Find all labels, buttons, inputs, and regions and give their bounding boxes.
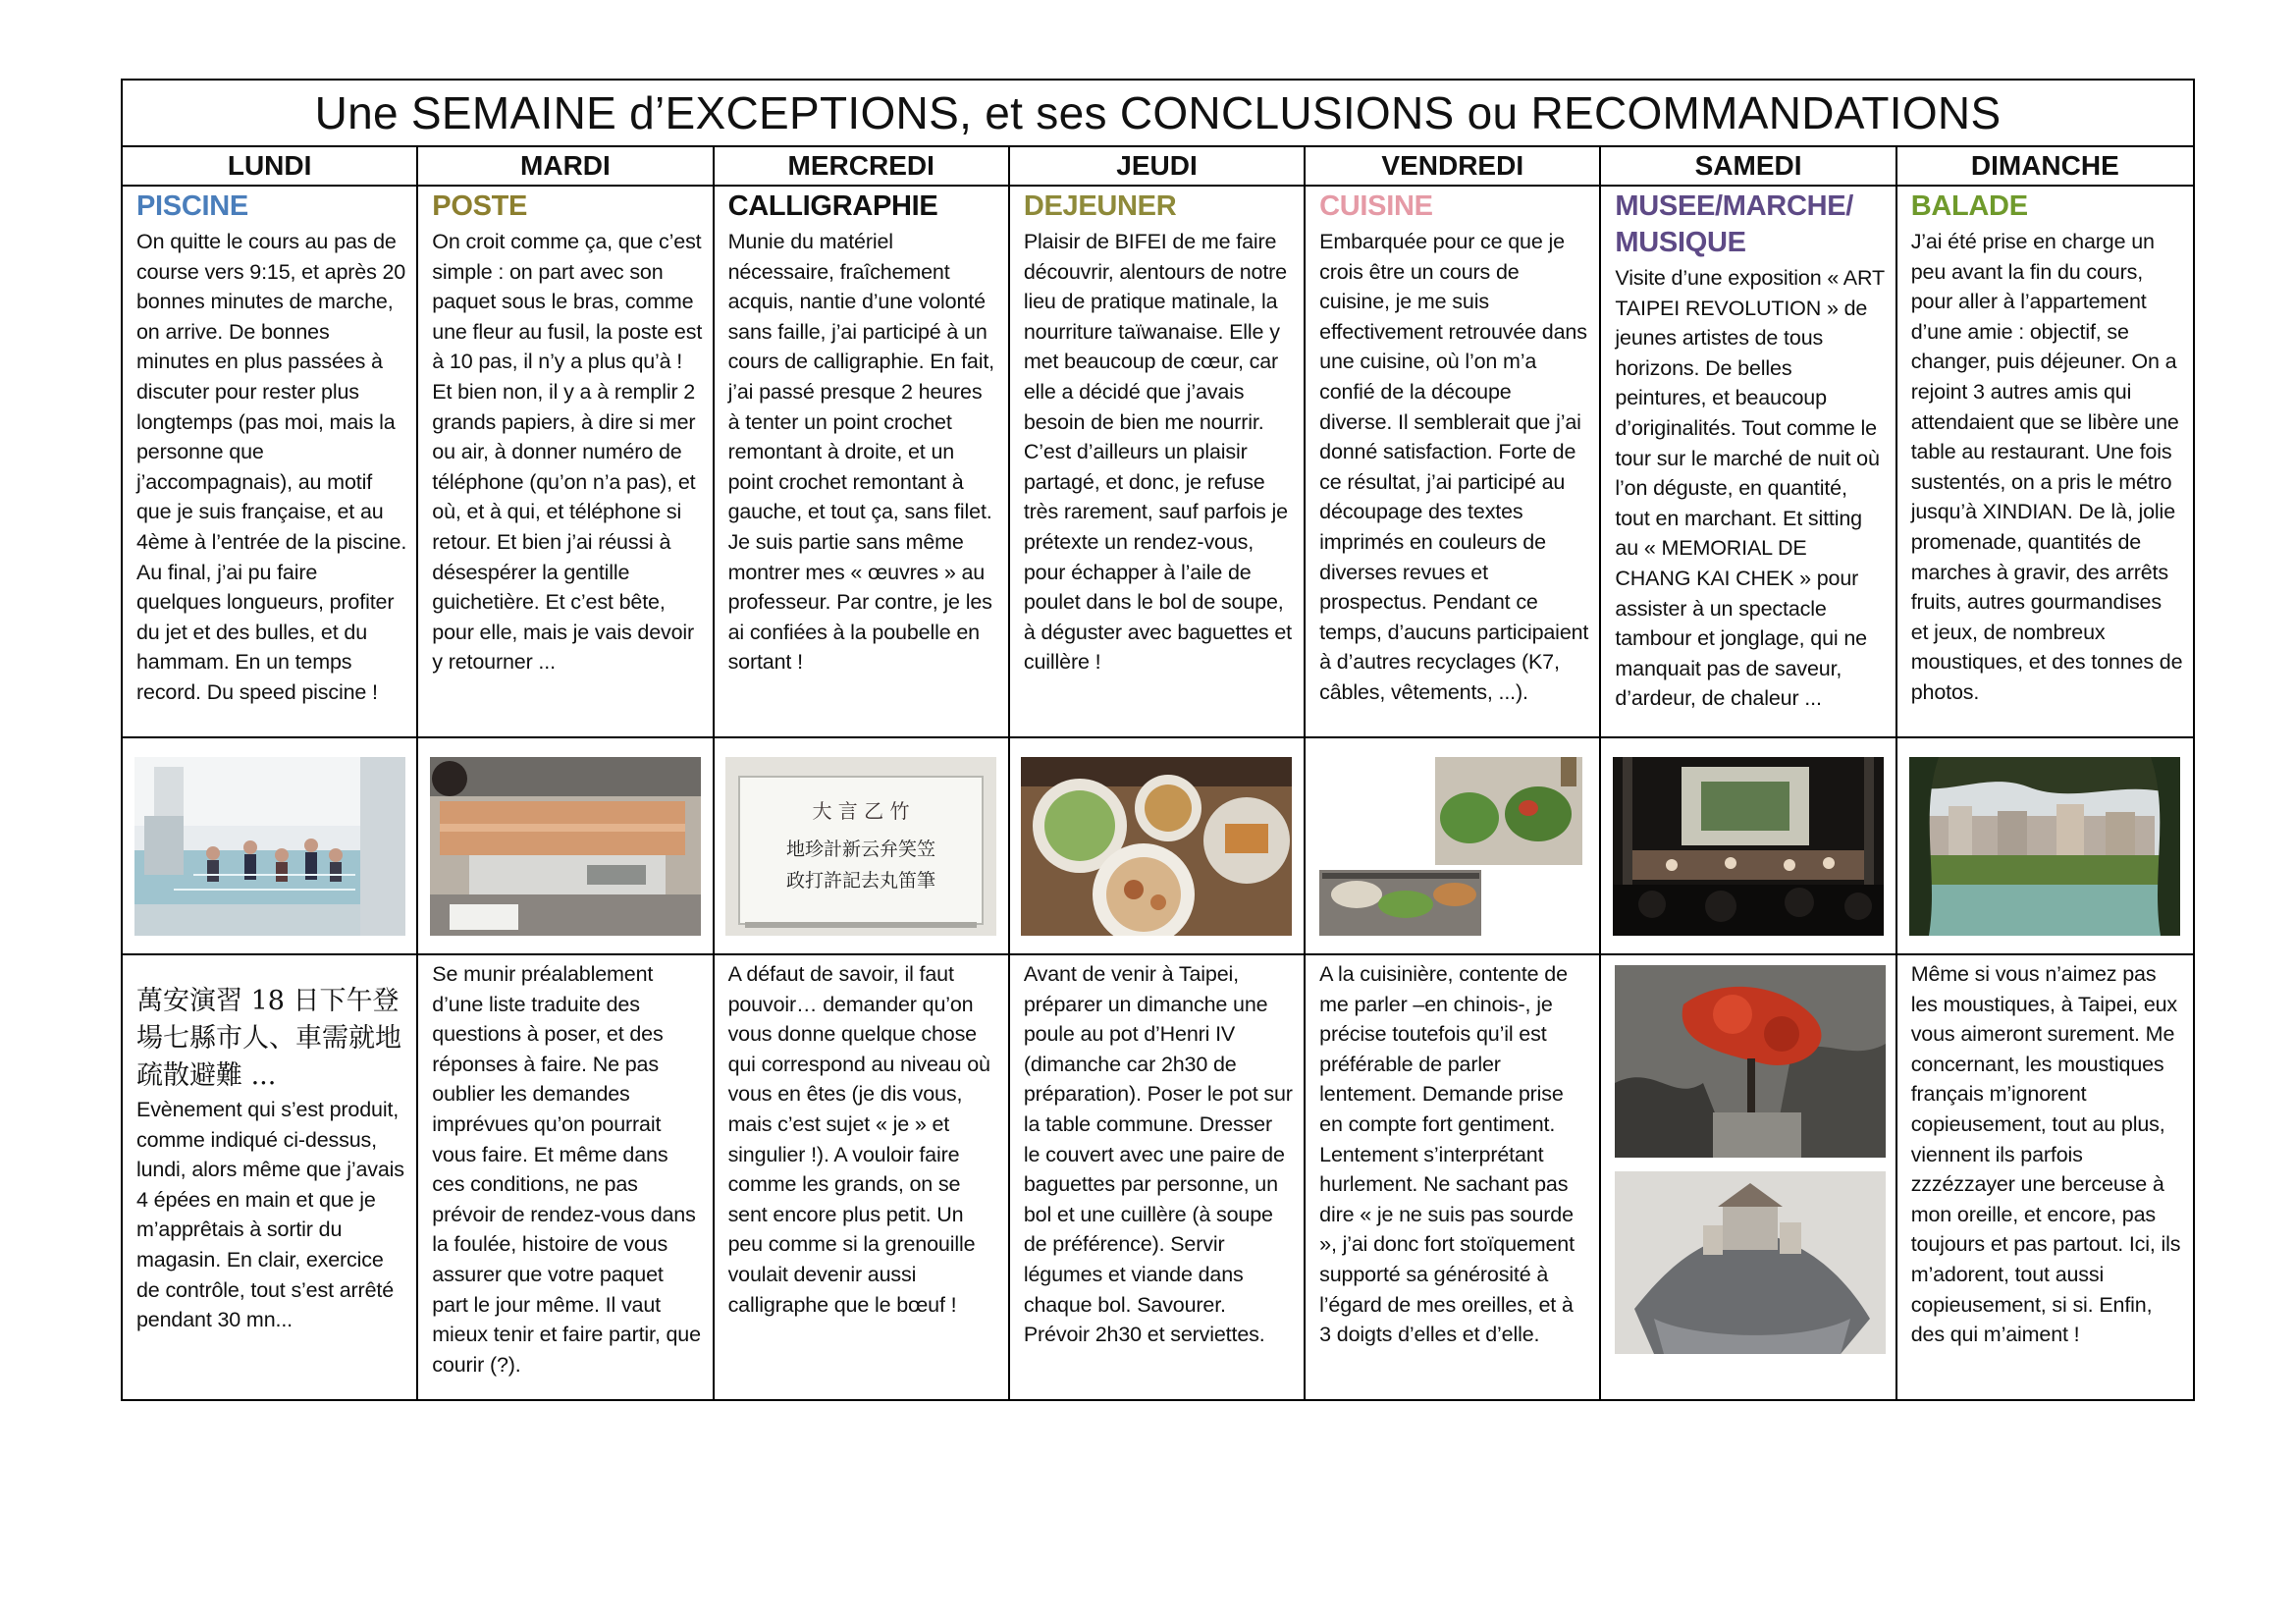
- day-header-mercredi: MERCREDI: [715, 147, 1010, 187]
- calligraphy-row-1: ⼤ 言 ⼄ 竹: [812, 798, 910, 823]
- day-header-lundi: LUNDI: [123, 147, 418, 187]
- week-table: [121, 79, 2195, 1401]
- red-tree-painting: [1615, 965, 1886, 1158]
- conclusion-text: Avant de venir à Taipei, préparer un dimanche une poule au pot d’Henri IV (dimanche car 2h30 de préparation). Poser le pot sur la table commune. Dresser le couvert avec une paire de baguettes par personne, un bol et une cuillère (à soupe de préférence). Servir légumes et viande dans chaque bol. Savourer. Prévoir 2h30 et serviettes.: [1023, 962, 1293, 1347]
- photo-cell-lundi: [123, 738, 418, 955]
- conclusion-text: Même si vous n’aimez pas les moustiques, à Taipei, eux vous aimeront surement. Me concernant, les moustiques français m’ignorent copieusement, tout au plus, viennent ils parfois zzzézzayer une berceuse à mon oreille, et encore, pas toujours et pas partout. Ici, ils m’adorent, tout aussi copieusement, si si. Enfin, des qui m’aiment !: [1910, 962, 2181, 1347]
- riverside-city-photo: [1909, 757, 2180, 936]
- conclusion-text: A la cuisinière, contente de me parler –en chinois-, je précise toutefois qu’il est préférable de parler lentement. Demande prise en compte fort gentiment. Lentement s’interprétant hurlement. Ne sachant pas dire « je ne suis pas sourde », j’ai donc fort stoïquement supporté sa générosité à l’égard de mes oreilles, et à 3 doigts d’elles et d’elle.: [1319, 962, 1575, 1347]
- conclusion-cell-mardi: [418, 955, 714, 1401]
- painting-photos: [1615, 959, 1885, 1354]
- theme-title: CALLIGRAPHIE: [727, 190, 938, 222]
- story-cell-mardi: [418, 187, 714, 738]
- theme-title: PISCINE: [136, 190, 248, 222]
- day-header-jeudi: JEUDI: [1010, 147, 1306, 187]
- day-header-dimanche: DIMANCHE: [1897, 147, 2193, 187]
- story-cell-dimanche: [1897, 187, 2193, 738]
- conclusion-cell-mercredi: [715, 955, 1010, 1401]
- news-headline-cjk: 萬安演習 18 日下午登場七縣市人、車需就地疏散避難 ...: [136, 986, 401, 1091]
- photo-cell-mardi: [418, 738, 714, 955]
- day-header-samedi: SAMEDI: [1601, 147, 1896, 187]
- story-text: On croit comme ça, que c’est simple : on part avec son paquet sous le bras, comme une fleur au fusil, la poste est à 10 pas, il n’y a plus qu’à ! Et bien non, il y a à remplir 2 grands papiers, à dire si mer ou air, à donner numéro de téléphone (qu’on n’a pas), et où, et à qui, et téléphone si retour. Et bien j’ai réussi à désespérer la gentille guichetière. Et c’est bête, pour elle, mais je vais devoir y retourner ...: [432, 230, 703, 675]
- story-text: On quitte le cours au pas de course vers 9:15, et après 20 bonnes minutes de marche, on arrive. De bonnes minutes en plus passées à discuter pour rester plus longtemps (pas moi, mais la personne que j’accompagnais), au motif que je suis française, et au 4ème à l’entrée de la piscine. Au final, j’ai pu faire quelques longueurs, profiter du jet et des bulles, et du hammam. En un temps record. Du speed piscine !: [136, 230, 407, 704]
- day-header-mardi: MARDI: [418, 147, 714, 187]
- week-grid: [123, 147, 2193, 1401]
- calligraphy-row-2: 地珍計新云弁笑笠: [786, 838, 936, 860]
- story-text: Plaisir de BIFEI de me faire découvrir, alentours de notre lieu de pratique matinale, la nourriture taïwanaise. Elle y met beaucoup de cœur, car elle a décidé que j’avais besoin de bien me nourrir. C’est d’ailleurs un plaisir partagé, et donc, je refuse très rarement, sauf parfois je prétexte un rendez-vous, pour échapper à l’aile de poulet dans le bol de soupe, à déguster avec baguettes et cuillère !: [1023, 230, 1292, 675]
- story-cell-jeudi: [1010, 187, 1306, 738]
- calligraphy-row-3: 政打許記去丸笛筆: [786, 869, 936, 892]
- theme-title: CUISINE: [1319, 190, 1433, 222]
- photo-cell-jeudi: [1010, 738, 1306, 955]
- conclusion-text: Evènement qui s’est produit, comme indiqué ci-dessus, lundi, alors même que j’avais 4 épées en main et que je m’apprêtais à sortir du magasin. En clair, exercice de contrôle, tout s’est arrêté pendant 30 mn...: [136, 1098, 404, 1332]
- page-title: Une SEMAINE d’EXCEPTIONS, et ses CONCLUSIONS ou RECOMMANDATIONS: [123, 81, 2193, 147]
- theme-title: MUSEE/MARCHE/ MUSIQUE: [1615, 190, 1854, 258]
- story-text: Visite d’une exposition « ART TAIPEI REVOLUTION » de jeunes artistes de tous horizons. De belles peintures, et beaucoup d’originalités. Tout comme le tour sur le marché de nuit où l’on déguste, en quantité, tout en marchant. Et sitting au « MEMORIAL DE CHANG KAI CHEK » pour assister à un spectacle tambour et jonglage, qui ne manquait pas de saveur, d’ardeur, de chaleur ...: [1615, 266, 1885, 711]
- theme-title: POSTE: [432, 190, 528, 222]
- theme-title: BALADE: [1910, 190, 2028, 222]
- conclusion-cell-lundi: [123, 955, 418, 1401]
- conclusion-cell-samedi: [1601, 955, 1896, 1401]
- conclusion-cell-jeudi: [1010, 955, 1306, 1401]
- taiwanese-lunch-photo: [1021, 757, 1292, 936]
- parcel-on-scale-photo: [430, 757, 701, 936]
- night-concert-photo: [1613, 757, 1884, 936]
- story-cell-vendredi: [1306, 187, 1601, 738]
- conclusion-text: A défaut de savoir, il faut pouvoir… demander qu’on vous donne quelque chose qui correspond au niveau où vous en êtes (je dis vous, mais c’est sujet « je » et singulier !). A vouloir faire comme les grands, on se sent encore plus petit. Un peu comme si la grenouille voulait devenir aussi calligraphe que le bœuf !: [727, 962, 990, 1317]
- conclusion-cell-vendredi: [1306, 955, 1601, 1401]
- theme-title: DEJEUNER: [1023, 190, 1177, 222]
- story-cell-mercredi: [715, 187, 1010, 738]
- conclusion-text: Se munir préalablement d’une liste traduite des questions à poser, et des réponses à faire. Ne pas oublier les demandes imprévues qu’on pourrait vous faire. Et même dans ces conditions, ne pas prévoir de rendez-vous dans la foulée, histoire de vous assurer que votre paquet part le jour même. Il vaut mieux tenir et faire partir, que courir (?).: [432, 962, 701, 1377]
- photo-cell-mercredi: [715, 738, 1010, 955]
- day-header-vendredi: VENDREDI: [1306, 147, 1601, 187]
- story-text: Embarquée pour ce que je crois être un cours de cuisine, je me suis effectivement retrouvée dans une cuisine, où l’on m’a confié de la découpe diverse. Il semblerait que j’ai donné satisfaction. Forte de ce résultat, j’ai participé au découpage des textes imprimés en couleurs de diverses revues et prospectus. Pendant ce temps, d’aucuns participaient à d’autres recyclages (K7, câbles, vêtements, ...).: [1319, 230, 1589, 704]
- calligraphy-whiteboard-photo: [725, 757, 996, 936]
- photo-cell-vendredi: [1306, 738, 1601, 955]
- story-text: J’ai été prise en charge un peu avant la fin du cours, pour aller à l’appartement d’une amie : objectif, se changer, puis déjeuner. On a rejoint 3 autres amis qui attendaient que se libère une table au restaurant. Une fois sustentés, on a pris le métro jusqu’à XINDIAN. De là, jolie promenade, quantités de marches à gravir, des arrêts fruits, autres gourmandises et jeux, de nombreux moustiques, et des tonnes de photos.: [1910, 230, 2183, 704]
- castle-painting: [1615, 1171, 1886, 1354]
- photo-cell-dimanche: [1897, 738, 2193, 955]
- story-cell-lundi: [123, 187, 418, 738]
- cooking-class-photos: [1317, 757, 1588, 936]
- photo-cell-samedi: [1601, 738, 1896, 955]
- indoor-pool-photo: [134, 757, 405, 936]
- conclusion-cell-dimanche: [1897, 955, 2193, 1401]
- story-cell-samedi: [1601, 187, 1896, 738]
- story-text: Munie du matériel nécessaire, fraîchement acquis, nantie d’une volonté sans faille, j’ai participé à un cours de calligraphie. En fait, j’ai passé presque 2 heures à tenter un point crochet remontant à droite, et un point crochet remontant à gauche, et tout ça, sans filet. Je suis partie sans même montrer mes « œuvres » au professeur. Par contre, je les ai confiées à la poubelle en sortant !: [727, 230, 994, 675]
